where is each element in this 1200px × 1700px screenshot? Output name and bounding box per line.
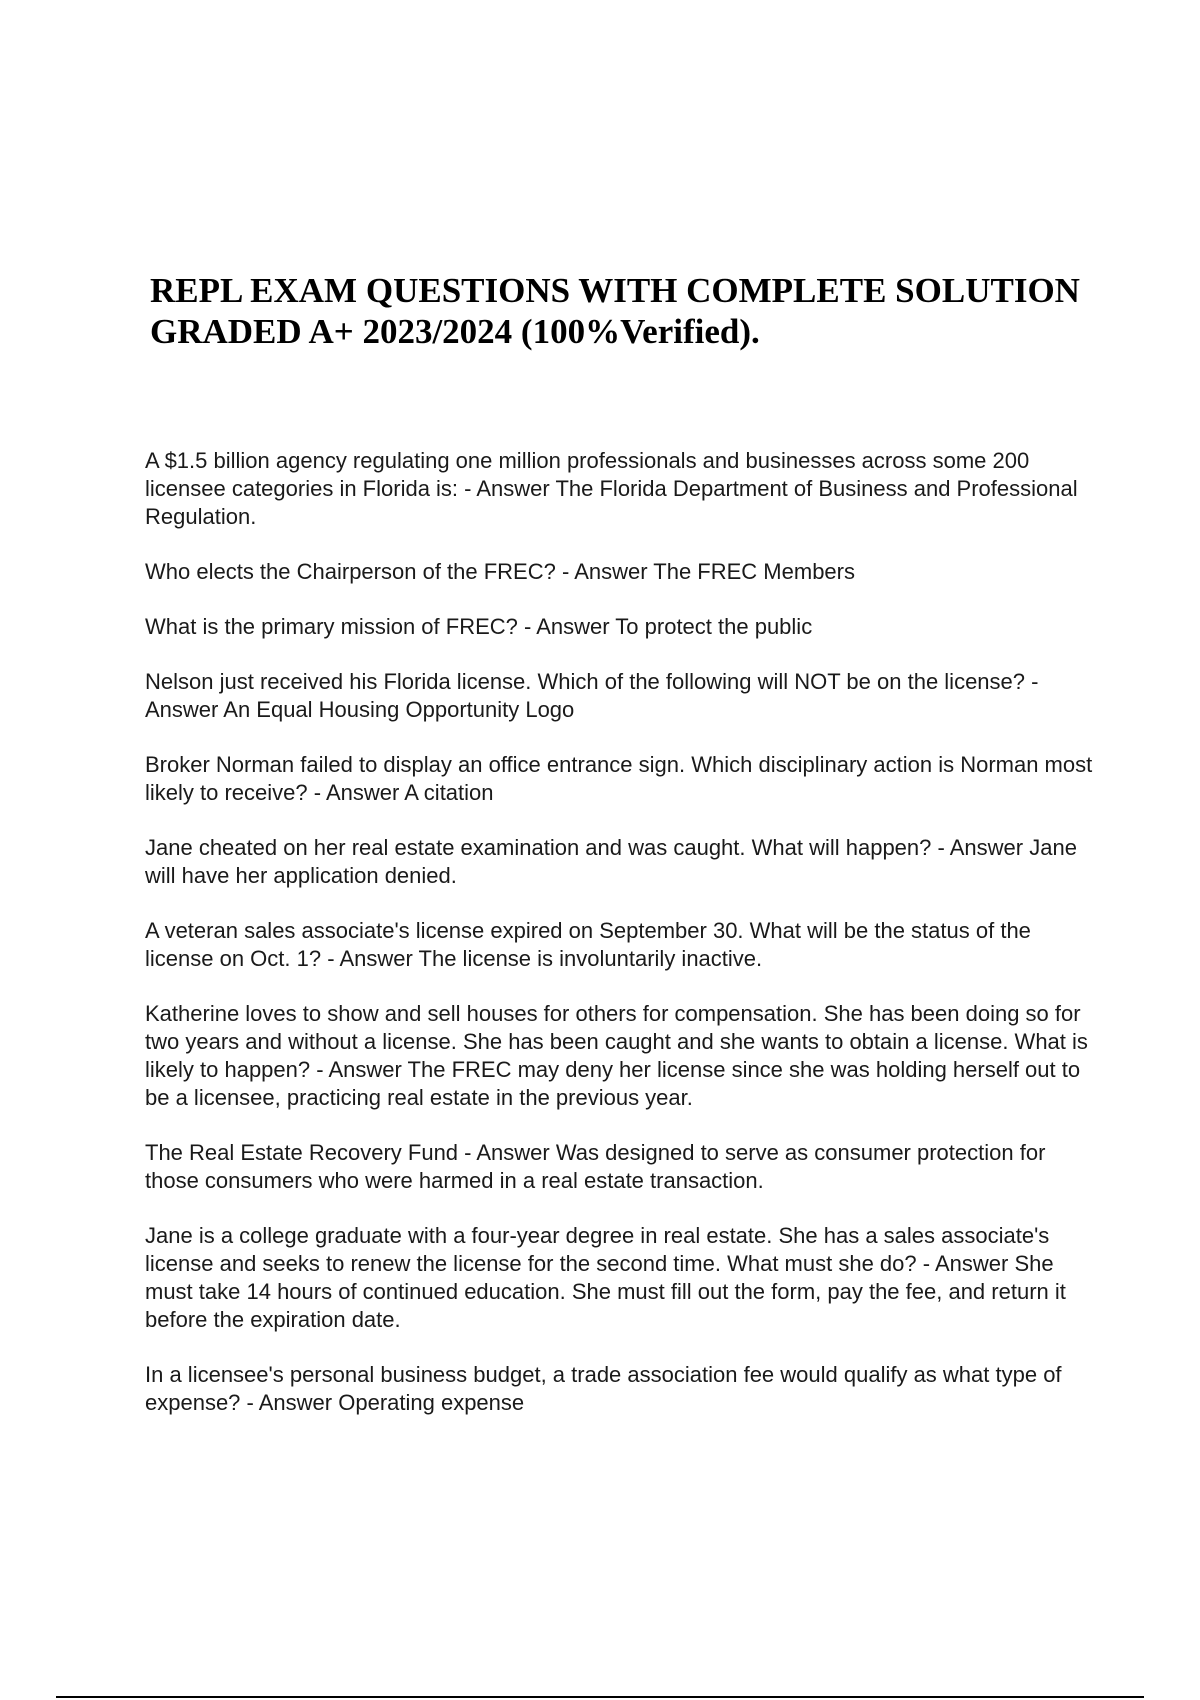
answer-text: The license is involuntarily inactive.: [418, 946, 763, 971]
answer-separator: - Answer: [240, 1390, 339, 1415]
answer-separator: - Answer: [307, 780, 405, 805]
answer-text: The FREC may deny her license since she was holding herself out to be a licensee, practicing real estate in the previous year.: [145, 1057, 1081, 1110]
qa-item-3: [145, 613, 1095, 641]
answer-separator: - Answer: [310, 1057, 408, 1082]
question-text: Who elects the Chairperson of the FREC?: [145, 559, 556, 584]
answer-separator: - Answer: [145, 669, 1039, 722]
title-line-1: REPL EXAM QUESTIONS WITH COMPLETE SOLUTION: [150, 271, 1080, 310]
qa-item-7: [145, 917, 1095, 973]
answer-separator: - Answer: [931, 835, 1030, 860]
question-text: A veteran sales associate's license expired on September 30. What will be the status of the license on Oct. 1?: [145, 918, 1031, 971]
answer-text: The Florida Department of Business and Professional Regulation.: [145, 476, 1078, 529]
qa-item-8: [145, 1000, 1095, 1112]
document-title: [150, 270, 1150, 352]
answer-text: To protect the public: [615, 614, 813, 639]
answer-separator: - Answer: [916, 1251, 1015, 1276]
answer-text: Jane will have her application denied.: [145, 835, 1077, 888]
answer-separator: - Answer: [555, 559, 654, 584]
question-text: In a licensee's personal business budget, a trade association fee would qualify as what type of expense?: [145, 1362, 1062, 1415]
answer-separator: - Answer: [458, 476, 556, 501]
footer-divider: [56, 1696, 1144, 1698]
title-line-2: GRADED A+ 2023/2024 (100%Verified).: [150, 312, 760, 351]
qa-item-2: [145, 558, 1095, 586]
answer-separator: - Answer: [517, 614, 616, 639]
qa-item-1: [145, 447, 1095, 531]
answer-separator: - Answer: [458, 1140, 556, 1165]
answer-text: A citation: [404, 780, 494, 805]
question-answer-list: [145, 447, 1095, 1444]
question-text: The Real Estate Recovery Fund: [145, 1140, 459, 1165]
answer-text: Operating expense: [338, 1390, 525, 1415]
question-text: A $1.5 billion agency regulating one million professionals and businesses across some 200 licensee categories in Florida is:: [145, 448, 1030, 501]
question-text: Jane cheated on her real estate examination and was caught. What will happen?: [145, 835, 932, 860]
question-text: What is the primary mission of FREC?: [145, 614, 518, 639]
answer-text: Was designed to serve as consumer protection for those consumers who were harmed in a real estate transaction.: [145, 1140, 1046, 1193]
question-text: Jane is a college graduate with a four-year degree in real estate. She has a sales associate's license and seeks to renew the license for the second time. What must she do?: [145, 1223, 1050, 1276]
question-text: Katherine loves to show and sell houses for others for compensation. She has been doing so for two years and without a license. She has been caught and she wants to obtain a license. What is likely to happen?: [145, 1001, 1088, 1082]
answer-text: She must take 14 hours of continued education. She must fill out the form, pay the fee, and return it before the expiration date.: [145, 1251, 1066, 1332]
qa-item-11: [145, 1361, 1095, 1417]
answer-text: The FREC Members: [653, 559, 855, 584]
question-text: Broker Norman failed to display an office entrance sign. Which disciplinary action is Norman most likely to receive?: [145, 752, 1093, 805]
qa-item-4: [145, 668, 1095, 724]
answer-separator: - Answer: [321, 946, 419, 971]
question-text: Nelson just received his Florida license. Which of the following will NOT be on the license?: [145, 669, 1026, 694]
answer-text: An Equal Housing Opportunity Logo: [223, 697, 575, 722]
qa-item-10: [145, 1222, 1095, 1334]
qa-item-9: [145, 1139, 1095, 1195]
qa-item-6: [145, 834, 1095, 890]
qa-item-5: [145, 751, 1095, 807]
